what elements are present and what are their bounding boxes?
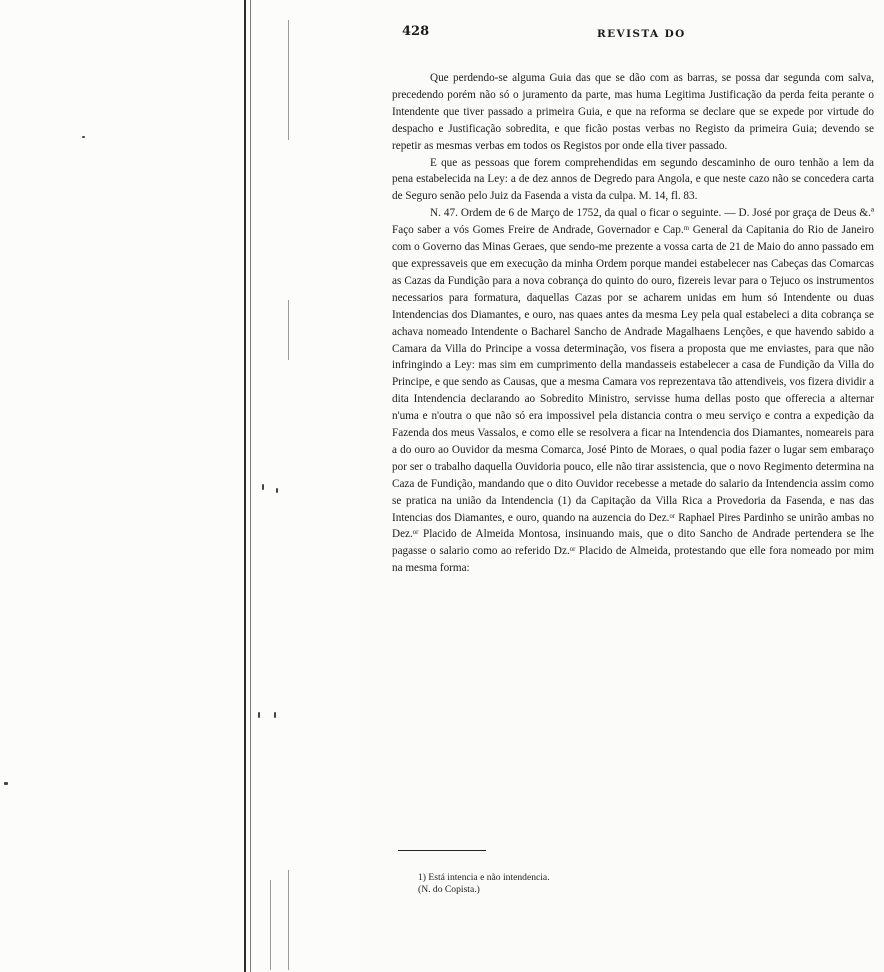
ink-speck [276,488,278,493]
binding-fold-line-2 [250,0,251,972]
paragraph-ordem-47: N. 47. Ordem de 6 de Março de 1752, da qual o ficar o seguinte. — D. José por graça de Deus &.ª Faço saber a vós Gomes Freire de Andrade, Governador e Cap.ᵐ General da Capitania do Rio de Janeiro com o Governo das Minas Geraes, que sendo-me prezente a vossa carta de 21 de Maio do anno passado em que expressaveis que em execução da minha Ordem porque mandei estabelecer nas Cabeças das Comarcas as Cazas da Fundição para a nova cobrança do quinto do ouro, fizereis levar para o Tejuco os instrumentos necessarios para formatura, daquellas Cazas por se acharem unidas em hum só Intendente ou duas Intendencias dos Diamantes, e ouro, nas quaes antes da mesma Ley pela qual estabeleci a dita cobrança se achava nomeado Intendente o Bacharel Sancho de Andrade Magalhaens Lenções, e que havendo sabido a Camara da Villa do Principe a vossa determinação, vos fisera a proposta que me enviastes, para que não infringindo a Ley: mas sim em cumprimento della mandasseis estabelecer a casa de Fundição da Villa do Principe, e que sendo as Causas, que a mesma Camara vos reprezentava tão attendiveis, vos fizera dividir a dita Intendencia declarando ao Sobredito Ministro, servisse huma dellas posto que offerecia a alternar n'uma e n'outra o que não só era impossivel pela distancia contra o meu serviço e contra a expedição da Fazenda dos meus Vassalos, e como elle se resolvera a ficar na Intendencia dos Diamantes, nomeareis para a do ouro ao Ouvidor da mesma Comarca, José Pinto de Moraes, o qual podia fazer o lugar sem embaraço por ser o trabalho daquella Ouvidoria pouco, elle não tirar assistencia, que o novo Regimento determina na Caza de Fundição, mandando que o dito Ouvidor recebesse a metade do salario da Intendencia assim como se pratica na união da Intendencia (1) da Capitação da Villa Rica a Provedoria da Fasenda, e nas das Intencias dos Diamantes, e ouro, quando na auzencia do Dez.ᵒʳ Raphael Pires Pardinho se unirão ambas no Dez.ᵒʳ Placido de Almeida Montosa, insinuando mais, que o dito Sancho de Andrade pertendera se lhe pagasse o salario como ao referido Dz.ᵒʳ Placido de Almeida, protestando que elle fora nomeado por mim na mesma forma: [392,207,874,575]
footnote-1: 1) Está intencia e não intendencia. [418,872,550,883]
body-text [392,70,874,577]
page-gutter [0,0,360,972]
journal-title: REVISTA DO [597,28,686,40]
ink-speck [258,712,260,718]
paragraph-descaminho: E que as pessoas que forem comprehendidas em segundo descaminho de ouro tenhão a lem da pena estabelecida na Ley: a de dez annos de Degredo para Angola, e que neste cazo não se concedera carta de Seguro senão pelo Juiz da Fasenda a vista da culpa. M. 14, fl. 83. [392,156,874,203]
footnote-rule [398,850,486,851]
binding-fold-line [244,0,246,972]
edge-mark [288,20,289,140]
ink-speck [4,782,8,785]
footnotes [418,872,858,896]
paragraph-guia: Que perdendo-se alguma Guia das que se dão com as barras, se possa dar segunda com salva, precedendo porém não só o juramento da parte, mas huma Legitima Justificação da perda feita perante o Intendente que tiver passado a primeira Guia, e que na reforma se declare que se expede por virtude do despacho e Justificação sobredita, e que ficão postas verbas no Registo da primeira Guia; devendo se repetir as mesmas verbas em todos os Registos por onde ella tiver passado. [392,72,874,152]
edge-mark [288,870,289,970]
ink-speck [262,484,264,490]
page-number: 428 [402,24,430,39]
footnote-copyist-note: (N. do Copista.) [418,884,480,895]
ink-speck [274,712,276,718]
document-page [392,24,874,964]
edge-mark [270,880,271,970]
running-head [392,24,874,48]
edge-mark [288,300,289,360]
ink-speck [82,136,85,138]
